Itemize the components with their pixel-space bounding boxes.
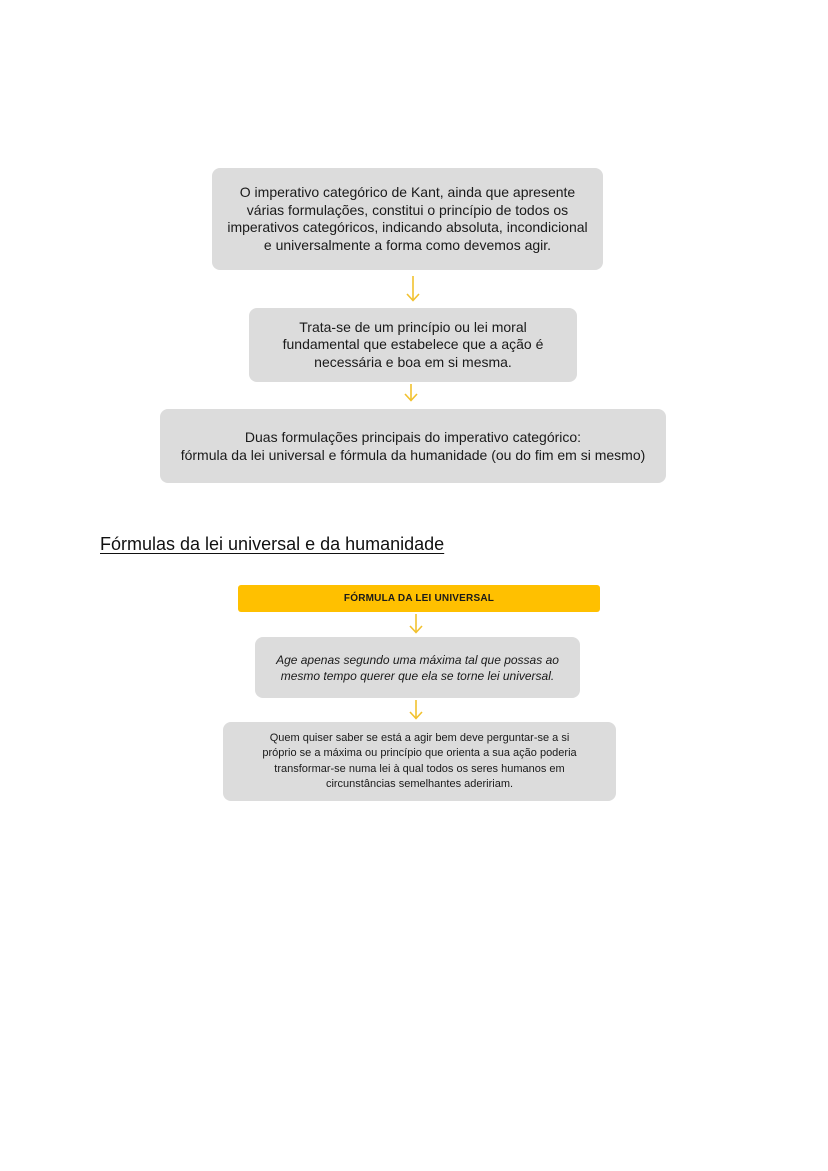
text-line: Duas formulações principais do imperativo categórico: xyxy=(244,429,582,445)
universal-law-statement-text xyxy=(276,652,559,684)
text-line: Trata-se de um princípio ou lei moral xyxy=(299,318,527,335)
text-line: próprio se a máxima ou princípio que orienta a sua ação poderia xyxy=(262,747,577,759)
down-arrow-icon xyxy=(406,276,420,302)
text-line: mesmo tempo querer que ela se torne lei universal. xyxy=(280,668,555,683)
kant-imperative-box xyxy=(212,168,603,270)
moral-principle-text xyxy=(283,319,544,372)
text-line: fundamental que estabelece que a ação é xyxy=(282,336,544,353)
text-line: várias formulações, constitui o princípio de todos os xyxy=(246,201,569,218)
text-line: imperativos categóricos, indicando absoluta, incondicional xyxy=(227,219,588,235)
text-line: necessária e boa em si mesma. xyxy=(314,353,512,370)
two-formulations-box xyxy=(160,409,666,483)
down-arrow-icon xyxy=(409,614,423,634)
text-line: transformar-se numa lei à qual todos os seres humanos em xyxy=(274,762,565,775)
universal-law-explanation-text xyxy=(262,731,576,793)
kant-imperative-text xyxy=(227,184,587,254)
universal-law-explanation-box xyxy=(223,722,616,801)
text-line: circunstâncias semelhantes adeririam. xyxy=(325,778,514,790)
text-line: Quem quiser saber se está a agir bem deve perguntar-se a si xyxy=(269,731,570,744)
text-line: Age apenas segundo uma máxima tal que possas ao xyxy=(276,652,559,667)
text-line: fórmula da lei universal e fórmula da humanidade (ou do fim em si mesmo) xyxy=(180,447,646,463)
text-line: O imperativo categórico de Kant, ainda que apresente xyxy=(239,184,576,200)
down-arrow-icon xyxy=(409,700,423,720)
two-formulations-text xyxy=(181,428,646,464)
moral-principle-box xyxy=(249,308,577,382)
universal-law-banner: FÓRMULA DA LEI UNIVERSAL xyxy=(238,585,600,612)
universal-law-statement-box xyxy=(255,637,580,698)
down-arrow-icon xyxy=(404,384,418,402)
section-heading: Fórmulas da lei universal e da humanidade xyxy=(100,534,445,554)
text-line: e universalmente a forma como devemos agir. xyxy=(263,236,552,253)
